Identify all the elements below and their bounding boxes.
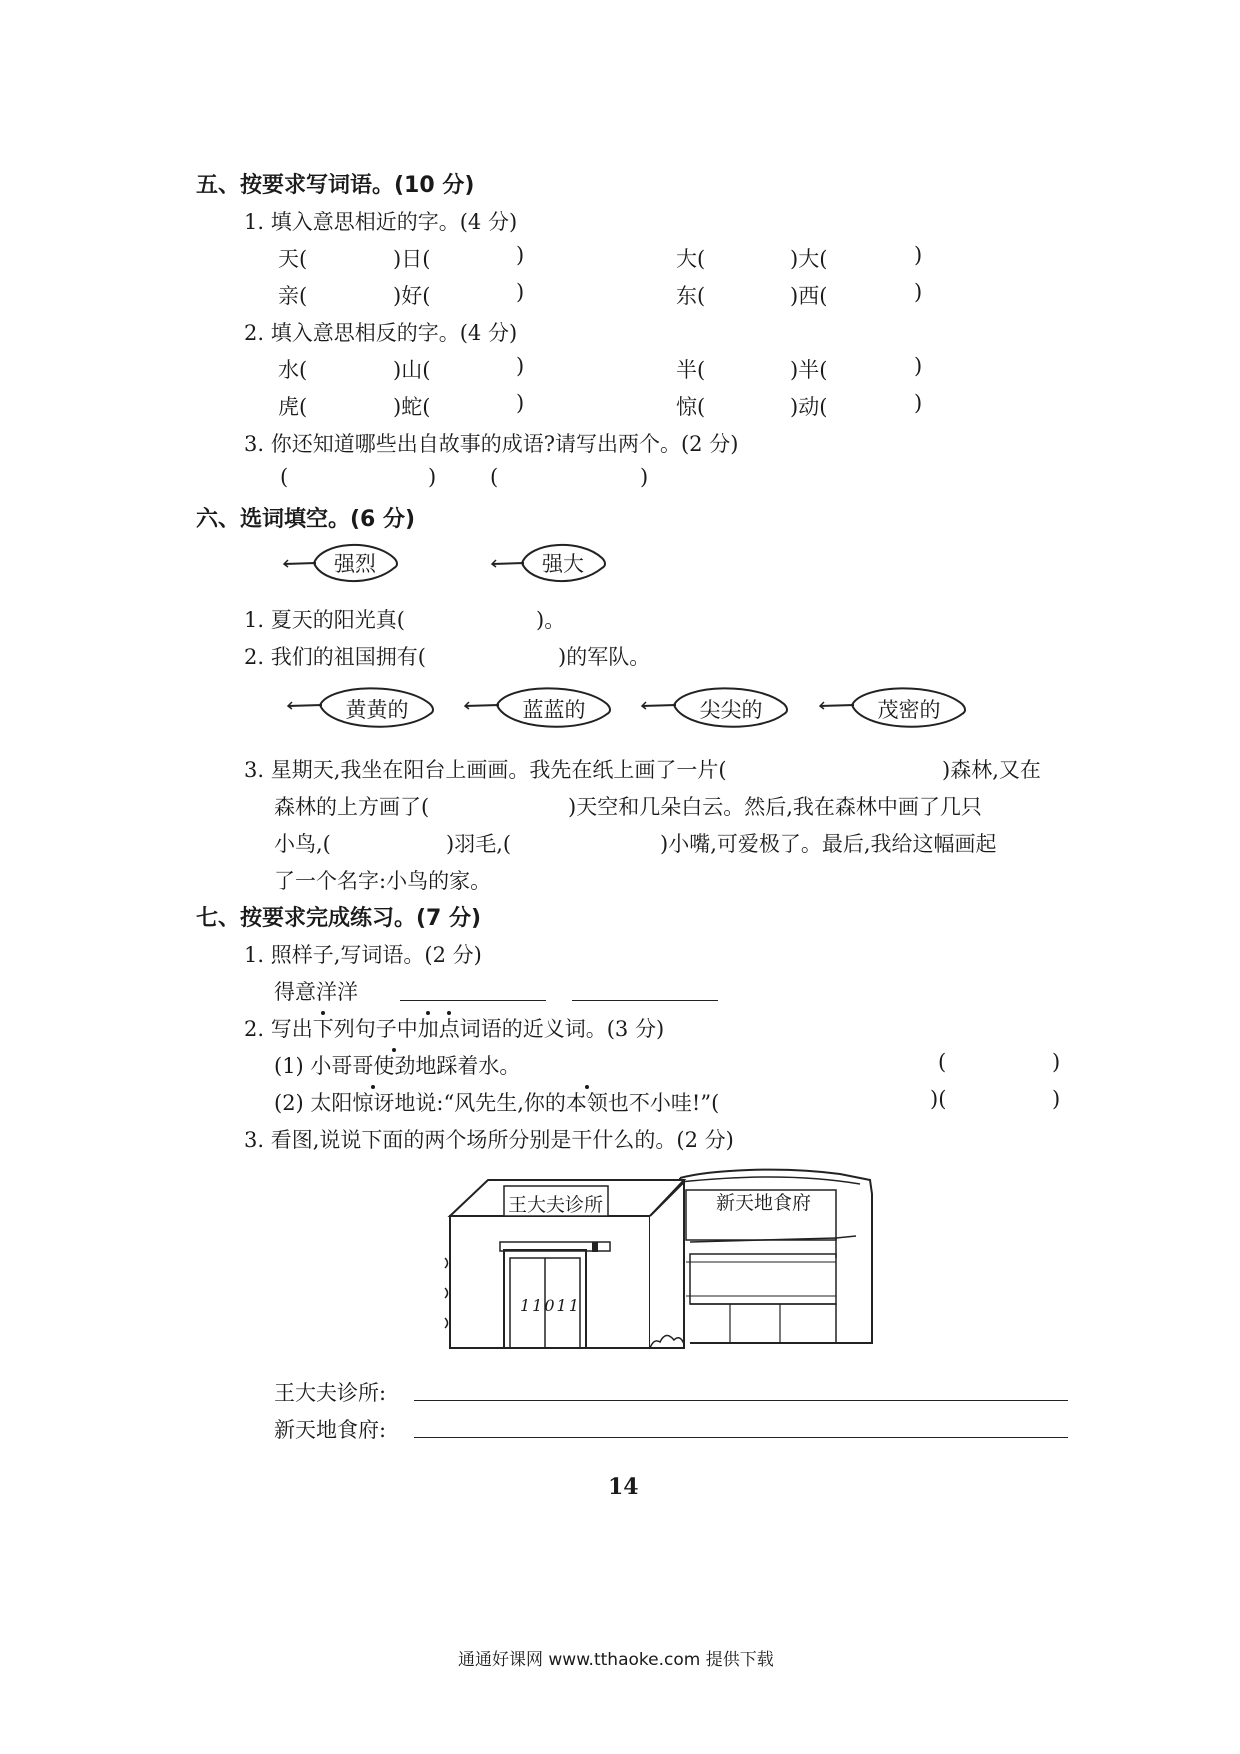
sec7-q1: 1. 照样子,写词语。(2 分) bbox=[244, 943, 482, 967]
sec7-q2-s2-paren-close: ) bbox=[1052, 1087, 1061, 1111]
sec5-q3: 3. 你还知道哪些出自故事的成语?请写出两个。(2 分) bbox=[244, 432, 739, 456]
sec7-q1-example: 得意洋洋 bbox=[274, 980, 358, 1004]
section5-title: 五、按要求写词语。(10 分) bbox=[196, 173, 475, 198]
door-scribble: 11011 bbox=[520, 1296, 581, 1315]
sec7-q2-sentence2: (2) 太阳惊讶地说:“风先生,你的本领也不小哇!”( bbox=[274, 1091, 720, 1115]
answer1-line[interactable] bbox=[414, 1400, 1068, 1401]
answer-line-1[interactable] bbox=[400, 1000, 546, 1001]
answer2-line[interactable] bbox=[414, 1437, 1068, 1438]
footer-credit: 通通好课网 www.tthaoke.com 提供下载 bbox=[458, 1650, 774, 1670]
restaurant-sign: 新天地食府 bbox=[716, 1192, 812, 1214]
answer1-label: 王大夫诊所: bbox=[274, 1381, 387, 1405]
section7-title: 七、按要求完成练习。(7 分) bbox=[196, 906, 482, 931]
word-option-3: 黄黄的 bbox=[345, 698, 409, 722]
word-option-4: 蓝蓝的 bbox=[522, 698, 586, 722]
sec7-q2-s1-paren-close: ) bbox=[1052, 1050, 1061, 1074]
sec5-q2: 2. 填入意思相反的字。(4 分) bbox=[244, 321, 518, 345]
sec7-q2-s2-paren-mid: )( bbox=[930, 1087, 947, 1111]
sec7-q3: 3. 看图,说说下面的两个场所分别是干什么的。(2 分) bbox=[244, 1128, 734, 1152]
buildings-illustration bbox=[440, 1158, 900, 1358]
word-option-2: 强大 bbox=[542, 552, 584, 576]
sec5-q1: 1. 填入意思相近的字。(4 分) bbox=[244, 210, 518, 234]
sec7-q2-sentence1: (1) 小哥哥使劲地踩着水。 bbox=[274, 1054, 521, 1078]
word-option-5: 尖尖的 bbox=[699, 698, 763, 722]
word-option-6: 茂密的 bbox=[877, 698, 941, 722]
sec7-q2: 2. 写出下列句子中加点词语的近义词。(3 分) bbox=[244, 1017, 665, 1041]
section6-title: 六、选词填空。(6 分) bbox=[196, 507, 416, 532]
word-option-1: 强烈 bbox=[334, 552, 376, 576]
clinic-sign: 王大夫诊所 bbox=[508, 1194, 604, 1216]
sec7-q2-s1-paren-open: ( bbox=[938, 1050, 947, 1074]
page-number: 14 bbox=[608, 1474, 639, 1500]
answer-line-2[interactable] bbox=[572, 1000, 718, 1001]
answer2-label: 新天地食府: bbox=[274, 1418, 387, 1442]
